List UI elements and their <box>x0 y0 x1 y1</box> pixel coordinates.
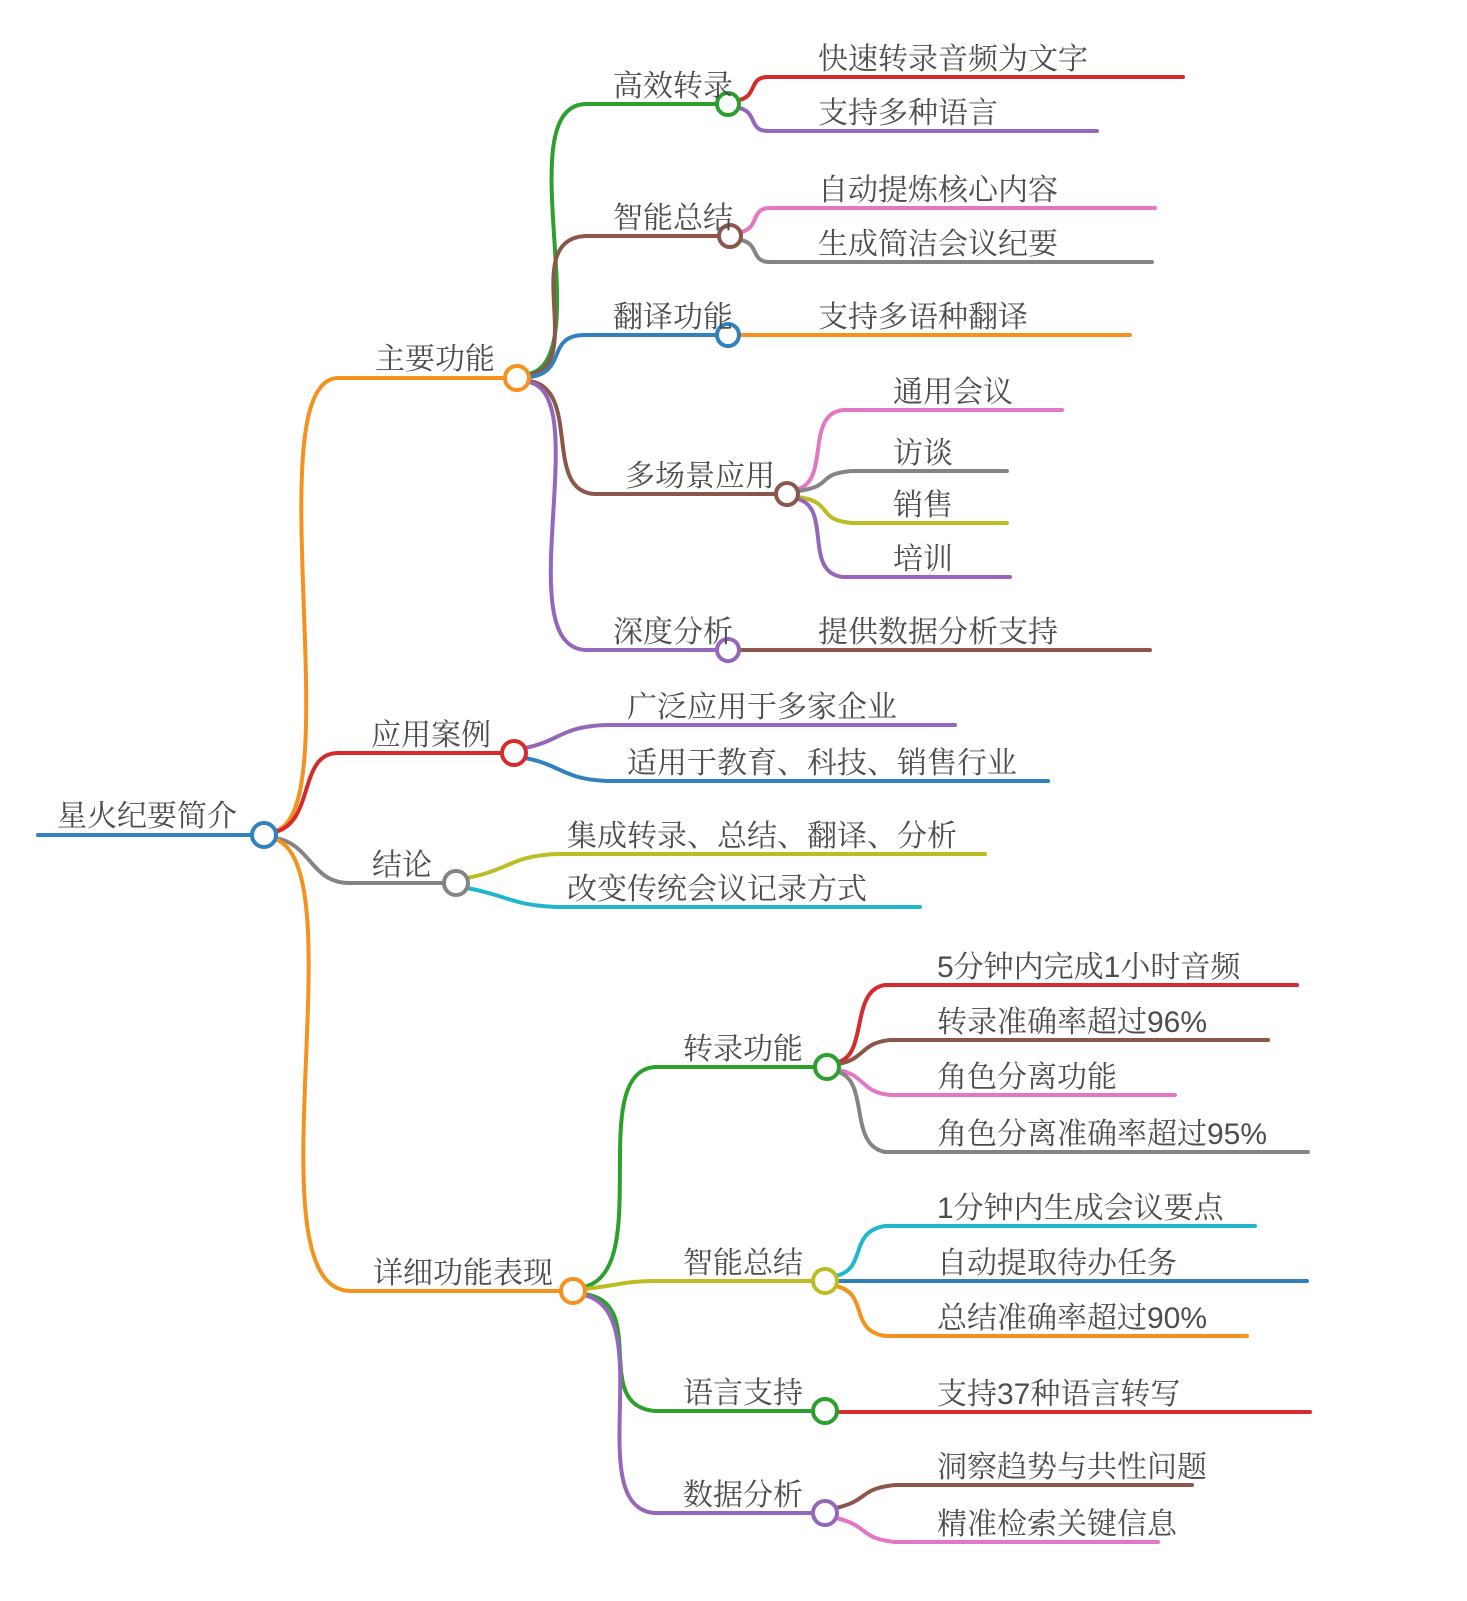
sales-label[interactable]: 销售 <box>893 489 953 522</box>
edge-widely-used-enterprises <box>525 725 955 748</box>
separation-accuracy-95-label[interactable]: 角色分离准确率超过95% <box>937 1118 1268 1151</box>
multilingual-translation-label[interactable]: 支持多语种翻译 <box>818 301 1028 334</box>
summary-accuracy-90-label[interactable]: 总结准确率超过90% <box>937 1302 1208 1335</box>
edge-main-functions <box>275 378 505 831</box>
auto-todo-label[interactable]: 自动提取待办任务 <box>937 1247 1177 1280</box>
edge-translation-function <box>529 335 716 377</box>
industries-label[interactable]: 适用于教育、科技、销售行业 <box>627 747 1017 780</box>
edge-smart-summary-detail <box>584 1281 813 1289</box>
efficient-transcription-label[interactable]: 高效转录 <box>613 70 733 103</box>
integrated-capabilities-label[interactable]: 集成转录、总结、翻译、分析 <box>567 820 957 853</box>
language-support-label[interactable]: 语言支持 <box>683 1377 803 1410</box>
concise-minutes-label[interactable]: 生成简洁会议纪要 <box>818 228 1058 261</box>
multi-language-support-label[interactable]: 支持多种语言 <box>818 97 998 130</box>
keypoints-1min-label[interactable]: 1分钟内生成会议要点 <box>937 1192 1224 1225</box>
main-functions-handle[interactable] <box>505 366 529 390</box>
conclusion-handle[interactable] <box>444 871 468 895</box>
smart-summary-detail-label[interactable]: 智能总结 <box>683 1247 803 1280</box>
edge-interview <box>798 471 1007 491</box>
speaker-separation-label[interactable]: 角色分离功能 <box>937 1061 1117 1094</box>
multi-scenario-label[interactable]: 多场景应用 <box>625 460 775 493</box>
edge-use-cases <box>275 753 502 832</box>
insight-trends-label[interactable]: 洞察趋势与共性问题 <box>937 1451 1207 1484</box>
37-languages-label[interactable]: 支持37种语言转写 <box>937 1378 1181 1411</box>
change-tradition-label[interactable]: 改变传统会议记录方式 <box>567 873 867 906</box>
data-analysis-label[interactable]: 数据分析 <box>683 1479 803 1512</box>
root-node-handle[interactable] <box>252 823 276 847</box>
edge-detailed-performance <box>275 839 561 1291</box>
accuracy-96-label[interactable]: 转录准确率超过96% <box>937 1006 1208 1039</box>
fast-audio-to-text-label[interactable]: 快速转录音频为文字 <box>818 43 1088 76</box>
training-label[interactable]: 培训 <box>893 543 953 576</box>
root-node-label[interactable]: 星火纪要简介 <box>57 800 237 833</box>
widely-used-enterprises-label[interactable]: 广泛应用于多家企业 <box>627 691 897 724</box>
speed-5min-1hour-label[interactable]: 5分钟内完成1小时音频 <box>937 951 1241 984</box>
translation-function-label[interactable]: 翻译功能 <box>613 301 733 334</box>
smart-summary-label[interactable]: 智能总结 <box>613 202 733 235</box>
conclusion-label[interactable]: 结论 <box>372 849 432 882</box>
deep-analysis-label[interactable]: 深度分析 <box>613 616 733 649</box>
edge-deep-analysis <box>529 382 716 650</box>
detailed-performance-handle[interactable] <box>561 1279 585 1303</box>
smart-summary-detail-handle[interactable] <box>813 1269 837 1293</box>
detailed-performance-label[interactable]: 详细功能表现 <box>373 1257 553 1290</box>
transcription-function-label[interactable]: 转录功能 <box>683 1033 803 1066</box>
language-support-handle[interactable] <box>813 1399 837 1423</box>
edge-insight-trends <box>836 1485 1192 1508</box>
auto-extract-core-label[interactable]: 自动提炼核心内容 <box>818 174 1058 207</box>
precise-retrieval-label[interactable]: 精准检索关键信息 <box>937 1508 1177 1541</box>
interview-label[interactable]: 访谈 <box>893 437 953 470</box>
multi-scenario-handle[interactable] <box>776 483 798 505</box>
general-meeting-label[interactable]: 通用会议 <box>893 376 1013 409</box>
main-functions-label[interactable]: 主要功能 <box>375 343 495 376</box>
data-analysis-support-label[interactable]: 提供数据分析支持 <box>818 616 1058 649</box>
use-cases-handle[interactable] <box>502 741 526 765</box>
data-analysis-handle[interactable] <box>813 1501 837 1525</box>
use-cases-label[interactable]: 应用案例 <box>371 719 491 752</box>
transcription-function-handle[interactable] <box>815 1055 839 1079</box>
